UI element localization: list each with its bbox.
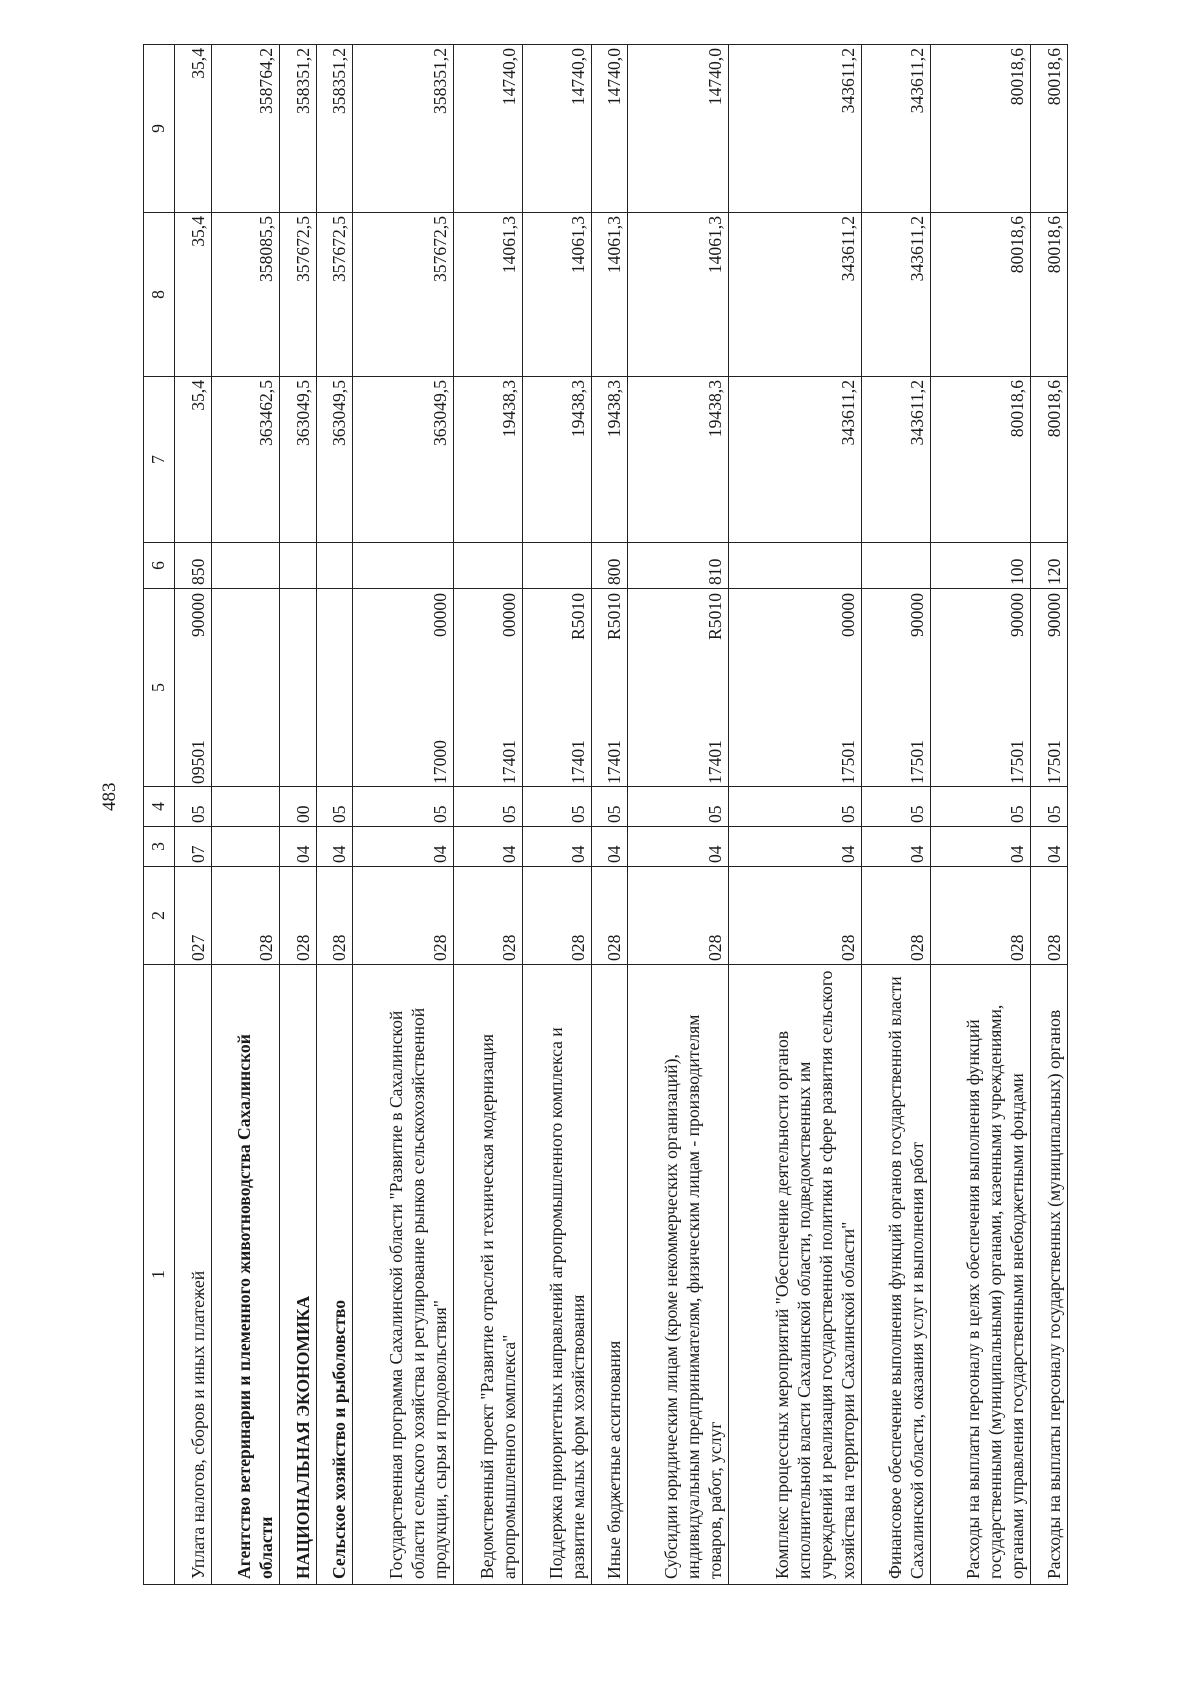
amount-col-7: 19438,3 bbox=[628, 377, 729, 543]
amount-col-8: 14061,3 bbox=[454, 213, 523, 377]
row-name: НАЦИОНАЛЬНАЯ ЭКОНОМИКА bbox=[280, 965, 317, 1585]
target-article-direction: 00000 bbox=[498, 593, 519, 637]
target-article-direction: 00000 bbox=[837, 593, 858, 637]
target-article-program: 17401 bbox=[567, 740, 588, 784]
column-header: 5 bbox=[144, 589, 175, 787]
amount-col-7: 343611,2 bbox=[728, 377, 861, 543]
row-name: Сельское хозяйство и рыболовство bbox=[316, 965, 353, 1585]
amount-col-7: 19438,3 bbox=[454, 377, 523, 543]
row-name: Расходы на выплаты персоналу в целях обеспечения выполнения функций государственными (муниципальными) органами, казенными учреждениями, органами управления государственными внебюджетными фондами bbox=[930, 965, 1031, 1585]
target-article-code bbox=[591, 589, 628, 787]
expense-type-code: 810 bbox=[628, 543, 729, 589]
target-article-program: 17501 bbox=[837, 740, 858, 784]
admin-code: 028 bbox=[628, 867, 729, 965]
admin-code: 028 bbox=[353, 867, 454, 965]
amount-col-7: 363049,5 bbox=[353, 377, 454, 543]
admin-code: 028 bbox=[1031, 867, 1068, 965]
subsection-code: 05 bbox=[861, 787, 930, 827]
expense-type-code bbox=[728, 543, 861, 589]
target-article-code bbox=[522, 589, 591, 787]
amount-col-8: 80018,6 bbox=[930, 213, 1031, 377]
subsection-code: 05 bbox=[728, 787, 861, 827]
amount-col-8: 343611,2 bbox=[861, 213, 930, 377]
admin-code: 028 bbox=[728, 867, 861, 965]
admin-code: 027 bbox=[175, 867, 212, 965]
amount-col-9: 80018,6 bbox=[1031, 45, 1068, 213]
expense-type-code: 800 bbox=[591, 543, 628, 589]
table-row bbox=[728, 45, 861, 1585]
amount-col-9: 14740,0 bbox=[591, 45, 628, 213]
target-article-code bbox=[1031, 589, 1068, 787]
target-article-program: 17501 bbox=[906, 740, 927, 784]
row-name: Уплата налогов, сборов и иных платежей bbox=[175, 965, 212, 1585]
budget-table-sheet bbox=[143, 0, 1073, 1585]
section-code: 04 bbox=[930, 827, 1031, 867]
column-header: 1 bbox=[144, 965, 175, 1585]
amount-col-8: 80018,6 bbox=[1031, 213, 1068, 377]
amount-col-9: 343611,2 bbox=[861, 45, 930, 213]
table-row bbox=[1031, 45, 1068, 1585]
column-header: 7 bbox=[144, 377, 175, 543]
amount-col-8: 14061,3 bbox=[628, 213, 729, 377]
target-article-direction: 90000 bbox=[187, 593, 208, 637]
section-code: 07 bbox=[175, 827, 212, 867]
row-name: Ведомственный проект "Развитие отраслей и техническая модернизация агропромышленного комплекса" bbox=[454, 965, 523, 1585]
column-header: 3 bbox=[144, 827, 175, 867]
target-article-program: 17401 bbox=[604, 740, 625, 784]
expense-type-code bbox=[316, 543, 353, 589]
row-name: Поддержка приоритетных направлений агропромышленного комплекса и развитие малых форм хозяйствования bbox=[522, 965, 591, 1585]
amount-col-7: 343611,2 bbox=[861, 377, 930, 543]
subsection-code: 05 bbox=[930, 787, 1031, 827]
target-article-code bbox=[211, 589, 280, 787]
amount-col-9: 14740,0 bbox=[522, 45, 591, 213]
table-row bbox=[316, 45, 353, 1585]
target-article-code bbox=[175, 589, 212, 787]
target-article-code bbox=[728, 589, 861, 787]
expense-type-code: 850 bbox=[175, 543, 212, 589]
amount-col-7: 80018,6 bbox=[930, 377, 1031, 543]
subsection-code: 05 bbox=[628, 787, 729, 827]
row-name: Расходы на выплаты персоналу государственных (муниципальных) органов bbox=[1031, 965, 1068, 1585]
target-article-direction: R5010 bbox=[567, 593, 588, 640]
section-code: 04 bbox=[280, 827, 317, 867]
table-row bbox=[211, 45, 280, 1585]
target-article-direction: 90000 bbox=[1044, 593, 1065, 637]
target-article-direction: R5010 bbox=[704, 593, 725, 640]
section-code: 04 bbox=[454, 827, 523, 867]
admin-code: 028 bbox=[591, 867, 628, 965]
admin-code: 028 bbox=[930, 867, 1031, 965]
table-row bbox=[591, 45, 628, 1585]
table-row bbox=[861, 45, 930, 1585]
admin-code: 028 bbox=[522, 867, 591, 965]
amount-col-8: 358085,5 bbox=[211, 213, 280, 377]
subsection-code: 00 bbox=[280, 787, 317, 827]
target-article-direction: 00000 bbox=[430, 593, 451, 637]
page-number: 483 bbox=[99, 782, 120, 811]
target-article-direction: 90000 bbox=[906, 593, 927, 637]
section-code: 04 bbox=[522, 827, 591, 867]
expense-type-code bbox=[454, 543, 523, 589]
amount-col-9: 358351,2 bbox=[353, 45, 454, 213]
table-row bbox=[280, 45, 317, 1585]
amount-col-8: 357672,5 bbox=[316, 213, 353, 377]
row-name: Государственная программа Сахалинской области "Развитие в Сахалинской области сельского хозяйства и регулирование рынков сельскохозяйственной продукции, сырья и продовольствия" bbox=[353, 965, 454, 1585]
amount-col-7: 363462,5 bbox=[211, 377, 280, 543]
subsection-code: 05 bbox=[454, 787, 523, 827]
admin-code: 028 bbox=[454, 867, 523, 965]
section-code bbox=[211, 827, 280, 867]
expense-type-code: 100 bbox=[930, 543, 1031, 589]
column-header: 8 bbox=[144, 213, 175, 377]
amount-col-7: 35,4 bbox=[175, 377, 212, 543]
amount-col-7: 363049,5 bbox=[316, 377, 353, 543]
amount-col-8: 14061,3 bbox=[591, 213, 628, 377]
target-article-code bbox=[930, 589, 1031, 787]
table-row bbox=[930, 45, 1031, 1585]
admin-code: 028 bbox=[861, 867, 930, 965]
amount-col-7: 19438,3 bbox=[591, 377, 628, 543]
amount-col-9: 80018,6 bbox=[930, 45, 1031, 213]
expense-type-code bbox=[861, 543, 930, 589]
section-code: 04 bbox=[628, 827, 729, 867]
subsection-code: 05 bbox=[353, 787, 454, 827]
target-article-direction: 90000 bbox=[1007, 593, 1028, 637]
table-row bbox=[628, 45, 729, 1585]
amount-col-9: 358351,2 bbox=[280, 45, 317, 213]
subsection-code: 05 bbox=[316, 787, 353, 827]
target-article-code bbox=[353, 589, 454, 787]
target-article-program: 17501 bbox=[1007, 740, 1028, 784]
row-name: Комплекс процессных мероприятий "Обеспечение деятельности органов исполнительной власти Сахалинской области, подведомственных им учреждений и реализация государственной политики в сфере развития сельского хозяйства на территории Сахалинской области" bbox=[728, 965, 861, 1585]
amount-col-7: 80018,6 bbox=[1031, 377, 1068, 543]
target-article-program: 17401 bbox=[704, 740, 725, 784]
section-code: 04 bbox=[861, 827, 930, 867]
target-article-program: 09501 bbox=[187, 740, 208, 784]
subsection-code: 05 bbox=[591, 787, 628, 827]
target-article-program: 17000 bbox=[430, 740, 451, 784]
amount-col-8: 35,4 bbox=[175, 213, 212, 377]
target-article-program: 17401 bbox=[498, 740, 519, 784]
admin-code: 028 bbox=[211, 867, 280, 965]
target-article-code bbox=[280, 589, 317, 787]
row-name: Агентство ветеринарии и племенного животноводства Сахалинской области bbox=[211, 965, 280, 1585]
amount-col-7: 19438,3 bbox=[522, 377, 591, 543]
column-header: 6 bbox=[144, 543, 175, 589]
target-article-code bbox=[316, 589, 353, 787]
section-code: 04 bbox=[591, 827, 628, 867]
expense-type-code bbox=[211, 543, 280, 589]
table-row bbox=[175, 45, 212, 1585]
budget-table bbox=[143, 44, 1068, 1585]
section-code: 04 bbox=[728, 827, 861, 867]
subsection-code bbox=[211, 787, 280, 827]
column-header: 4 bbox=[144, 787, 175, 827]
row-name: Финансовое обеспечение выполнения функций органов государственной власти Сахалинской области, оказания услуг и выполнения работ bbox=[861, 965, 930, 1585]
expense-type-code bbox=[280, 543, 317, 589]
amount-col-9: 343611,2 bbox=[728, 45, 861, 213]
amount-col-9: 14740,0 bbox=[628, 45, 729, 213]
target-article-program: 17501 bbox=[1044, 740, 1065, 784]
amount-col-8: 343611,2 bbox=[728, 213, 861, 377]
subsection-code: 05 bbox=[522, 787, 591, 827]
row-name: Субсидии юридическим лицам (кроме некоммерческих организаций), индивидуальным предпринимателям, физическим лицам - производителям товаров, работ, услуг bbox=[628, 965, 729, 1585]
row-name: Иные бюджетные ассигнования bbox=[591, 965, 628, 1585]
target-article-direction: R5010 bbox=[604, 593, 625, 640]
table-row bbox=[353, 45, 454, 1585]
amount-col-8: 14061,3 bbox=[522, 213, 591, 377]
column-header: 2 bbox=[144, 867, 175, 965]
admin-code: 028 bbox=[280, 867, 317, 965]
admin-code: 028 bbox=[316, 867, 353, 965]
expense-type-code bbox=[522, 543, 591, 589]
expense-type-code bbox=[353, 543, 454, 589]
amount-col-9: 358764,2 bbox=[211, 45, 280, 213]
column-header-row bbox=[144, 45, 175, 1585]
amount-col-7: 363049,5 bbox=[280, 377, 317, 543]
target-article-code bbox=[454, 589, 523, 787]
target-article-code bbox=[861, 589, 930, 787]
section-code: 04 bbox=[316, 827, 353, 867]
expense-type-code: 120 bbox=[1031, 543, 1068, 589]
section-code: 04 bbox=[1031, 827, 1068, 867]
table-row bbox=[454, 45, 523, 1585]
amount-col-8: 357672,5 bbox=[280, 213, 317, 377]
amount-col-8: 357672,5 bbox=[353, 213, 454, 377]
subsection-code: 05 bbox=[175, 787, 212, 827]
column-header: 9 bbox=[144, 45, 175, 213]
subsection-code: 05 bbox=[1031, 787, 1068, 827]
table-row bbox=[522, 45, 591, 1585]
amount-col-9: 14740,0 bbox=[454, 45, 523, 213]
amount-col-9: 35,4 bbox=[175, 45, 212, 213]
section-code: 04 bbox=[353, 827, 454, 867]
target-article-code bbox=[628, 589, 729, 787]
amount-col-9: 358351,2 bbox=[316, 45, 353, 213]
